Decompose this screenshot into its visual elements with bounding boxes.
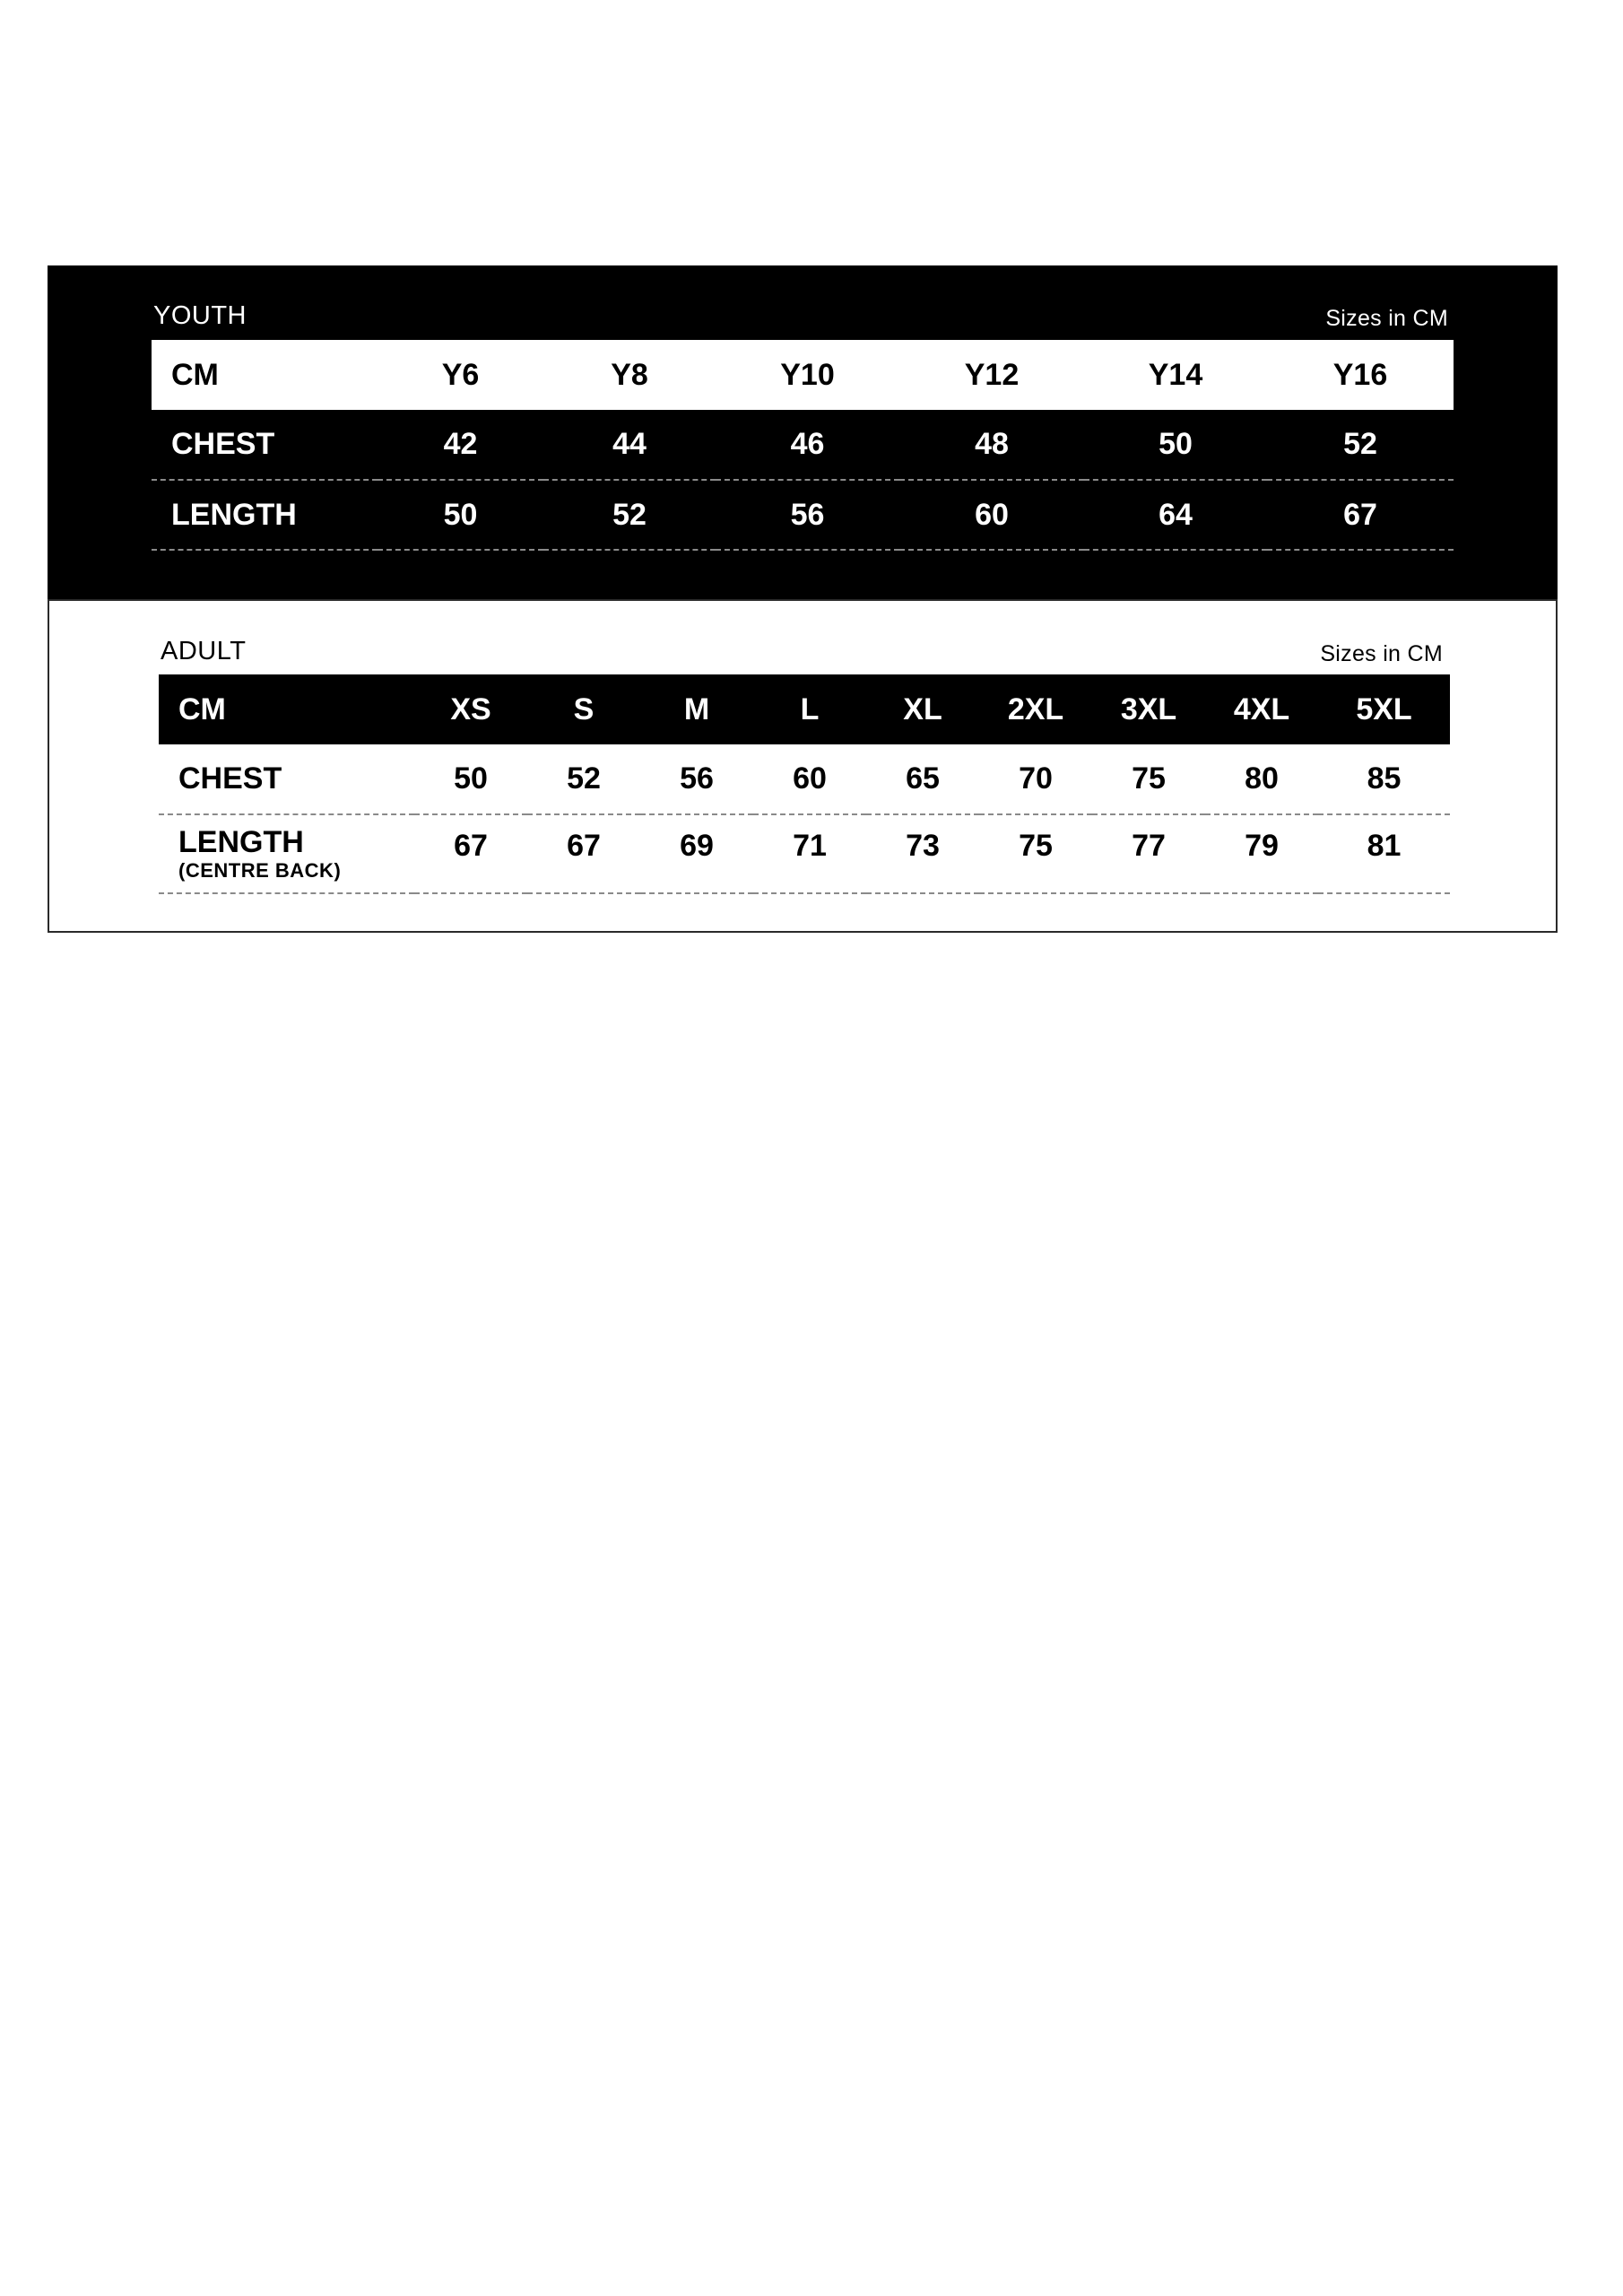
youth-size-panel xyxy=(48,265,1558,599)
adult-header-size: S xyxy=(527,674,640,744)
adult-length-value: 67 xyxy=(527,814,640,893)
adult-chest-row xyxy=(159,744,1450,814)
youth-title: YOUTH xyxy=(153,301,247,330)
youth-length-value: 52 xyxy=(543,480,716,550)
adult-header-size: XL xyxy=(866,674,979,744)
youth-chest-value: 42 xyxy=(378,410,543,480)
adult-units-note: Sizes in CM xyxy=(1320,641,1443,666)
youth-length-value: 64 xyxy=(1084,480,1267,550)
adult-chest-value: 60 xyxy=(753,744,866,814)
adult-chest-value: 65 xyxy=(866,744,979,814)
adult-chest-value: 80 xyxy=(1205,744,1318,814)
adult-header-size: 3XL xyxy=(1092,674,1205,744)
youth-header-size: Y14 xyxy=(1084,340,1267,410)
adult-header-unit: CM xyxy=(159,674,414,744)
youth-size-table xyxy=(152,340,1454,551)
youth-chest-value: 50 xyxy=(1084,410,1267,480)
adult-length-label-cell xyxy=(159,814,414,893)
youth-header-size: Y12 xyxy=(899,340,1084,410)
youth-length-value: 50 xyxy=(378,480,543,550)
adult-length-sublabel: (CENTRE BACK) xyxy=(178,859,342,882)
youth-header-size: Y16 xyxy=(1267,340,1454,410)
adult-chest-value: 50 xyxy=(414,744,527,814)
adult-chest-value: 56 xyxy=(640,744,753,814)
youth-header-size: Y6 xyxy=(378,340,543,410)
adult-length-value: 71 xyxy=(753,814,866,893)
adult-size-table xyxy=(159,674,1450,894)
youth-chest-value: 52 xyxy=(1267,410,1454,480)
youth-header-size: Y10 xyxy=(716,340,899,410)
youth-units-note: Sizes in CM xyxy=(1325,306,1448,331)
adult-length-value: 77 xyxy=(1092,814,1205,893)
adult-length-value: 79 xyxy=(1205,814,1318,893)
youth-chest-value: 46 xyxy=(716,410,899,480)
adult-length-value: 67 xyxy=(414,814,527,893)
youth-chest-value: 48 xyxy=(899,410,1084,480)
adult-length-value: 81 xyxy=(1318,814,1450,893)
youth-length-value: 60 xyxy=(899,480,1084,550)
adult-chest-value: 52 xyxy=(527,744,640,814)
adult-length-label: LENGTH xyxy=(178,825,304,859)
adult-header-size: XS xyxy=(414,674,527,744)
adult-length-value: 75 xyxy=(979,814,1092,893)
youth-length-value: 56 xyxy=(716,480,899,550)
youth-header-size: Y8 xyxy=(543,340,716,410)
adult-chest-value: 75 xyxy=(1092,744,1205,814)
youth-chest-row xyxy=(152,410,1454,480)
adult-chest-value: 85 xyxy=(1318,744,1450,814)
youth-length-row xyxy=(152,480,1454,550)
youth-header-row xyxy=(152,340,1454,410)
adult-header-size: M xyxy=(640,674,753,744)
youth-header-unit: CM xyxy=(152,340,378,410)
adult-chest-value: 70 xyxy=(979,744,1092,814)
adult-header-size: 2XL xyxy=(979,674,1092,744)
adult-length-value: 73 xyxy=(866,814,979,893)
adult-header-row xyxy=(159,674,1450,744)
adult-chest-label: CHEST xyxy=(159,744,414,814)
youth-chest-value: 44 xyxy=(543,410,716,480)
youth-length-label: LENGTH xyxy=(152,480,378,550)
adult-title: ADULT xyxy=(161,637,247,665)
adult-header-size: L xyxy=(753,674,866,744)
youth-length-value: 67 xyxy=(1267,480,1454,550)
youth-chest-label: CHEST xyxy=(152,410,378,480)
adult-size-panel xyxy=(48,599,1558,933)
adult-header-size: 4XL xyxy=(1205,674,1318,744)
adult-header-size: 5XL xyxy=(1318,674,1450,744)
adult-length-value: 69 xyxy=(640,814,753,893)
adult-length-row xyxy=(159,814,1450,893)
